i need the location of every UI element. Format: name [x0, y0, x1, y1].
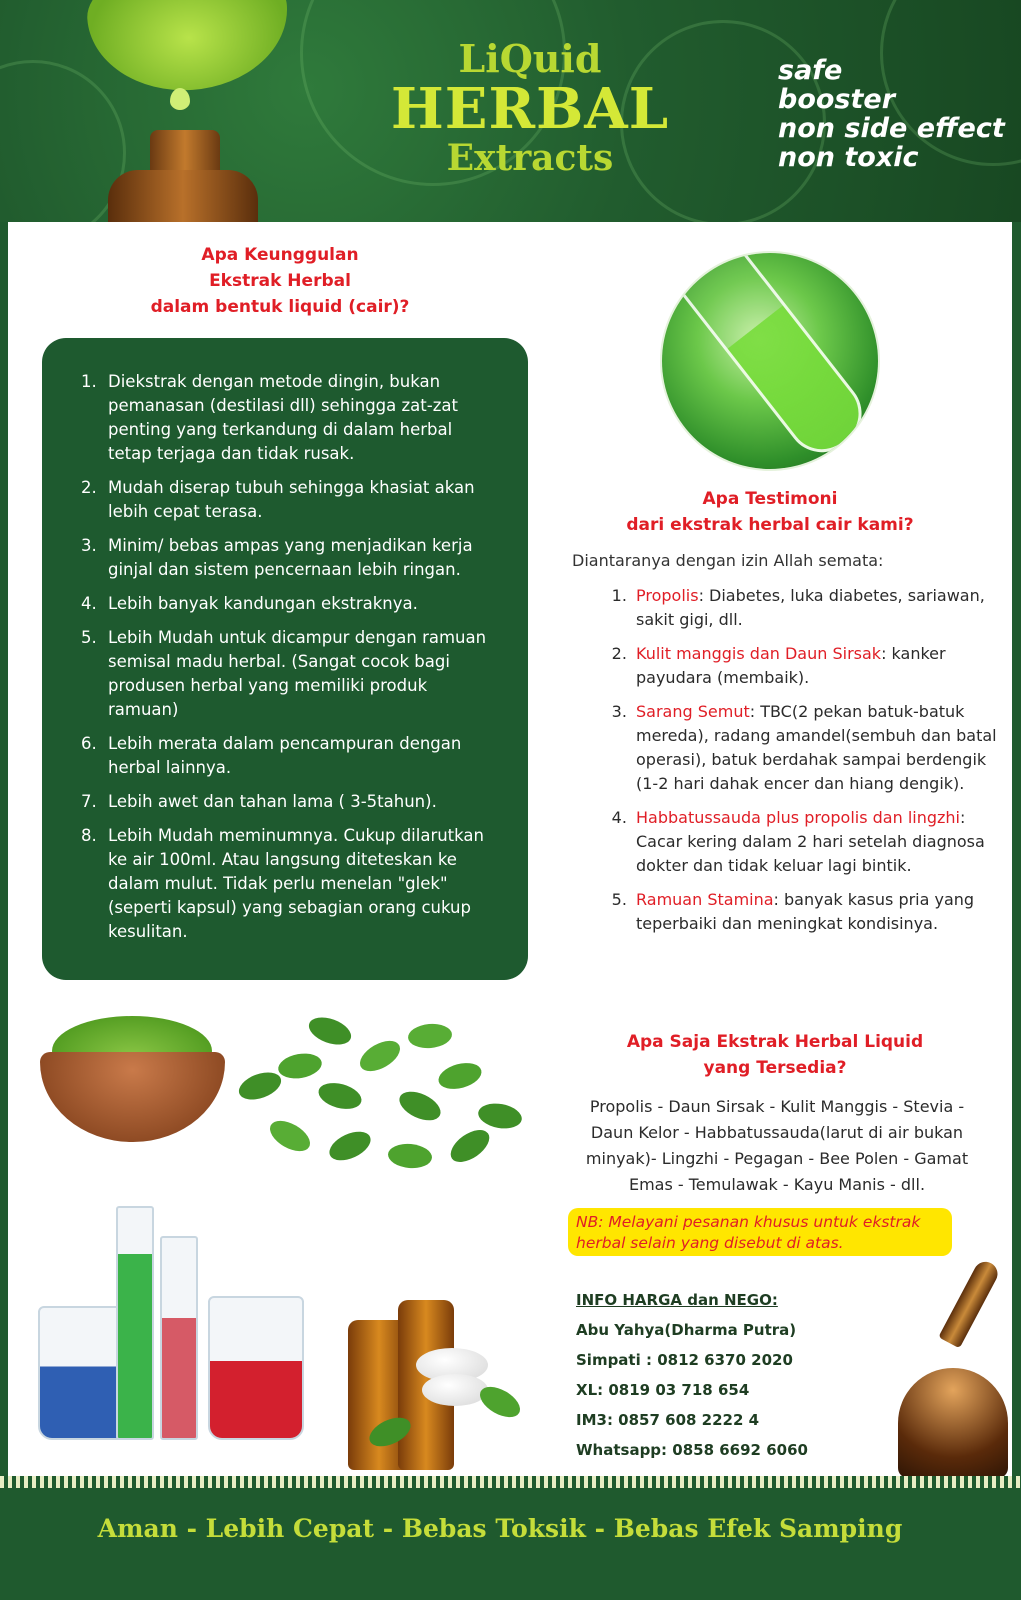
herb-name: Kulit manggis dan Daun Sirsak: [636, 644, 882, 663]
droplet-image: [170, 88, 190, 110]
testimonials-intro: Diantaranya dengan izin Allah semata:: [572, 551, 884, 570]
available-list: Propolis - Daun Sirsak - Kulit Manggis - Stevia - Daun Kelor - Habbatussauda(larut di air bukan minyak)- Lingzhi - Pegagan - Bee Polen - Gamat Emas - Temulawak - Kayu Manis - dll.: [585, 1097, 969, 1194]
taglines: [778, 56, 1005, 172]
list-item: 6. Lebih merata dalam pencampuran dengan herbal lainnya.: [102, 732, 496, 780]
lab-glassware-image: [28, 1212, 318, 1458]
dropper-bottle-image: [868, 1258, 1018, 1478]
available-heading: Apa Saja Ekstrak Herbal Liquid yang Tersedia?: [626, 1032, 924, 1078]
herb-result: : Diabetes, luka diabetes, sariawan, sakit gigi, dll.: [636, 586, 985, 629]
title-line-2: HERBAL: [390, 76, 670, 142]
tagline: non toxic: [778, 142, 919, 173]
herb-name: Habbatussauda plus propolis dan lingzhi: [636, 808, 960, 827]
contact-line: Abu Yahya(Dharma Putra): [576, 1321, 797, 1339]
list-item: [632, 700, 1012, 796]
page-title: [390, 38, 670, 178]
list-item: 3. Minim/ bebas ampas yang menjadikan kerja ginjal dan sistem pencernaan lebih ringan.: [102, 534, 496, 582]
contact-title: INFO HARGA dan NEGO:: [576, 1291, 778, 1309]
footer-bar: [0, 1490, 1021, 1600]
herb-result: : kanker payudara (membaik).: [636, 644, 946, 687]
herb-name: Propolis: [636, 586, 699, 605]
bottle-image: [150, 130, 220, 170]
herb-result: : banyak kasus pria yang teperbaiki dan meningkat kondisinya.: [636, 890, 975, 933]
list-item: [632, 642, 1012, 690]
list-item: 8. Lebih Mudah meminumnya. Cukup dilarutkan ke air 100ml. Atau langsung diteteskan ke dalam mulut. Tidak perlu menelan "glek" (seperti kapsul) yang sebagian orang cukup kesulitan.: [102, 824, 496, 944]
contact-line: Whatsapp: 0858 6692 6060: [576, 1441, 808, 1459]
list-item: 5. Lebih Mudah untuk dicampur dengan ramuan semisal madu herbal. (Sangat cocok bagi produsen herbal yang memiliki produk ramuan): [102, 626, 496, 722]
contact-line: XL: 0819 03 718 654: [576, 1381, 750, 1399]
list-item: [632, 888, 1012, 936]
amber-bottles-image: [338, 1270, 538, 1470]
footer-slogan: Aman - Lebih Cepat - Bebas Toksik - Bebas Efek Samping: [97, 1514, 903, 1543]
herb-result: : Cacar kering dalam 2 hari setelah diagnosa dokter dan tidak keluar lagi bintik.: [636, 808, 985, 875]
list-item: 7. Lebih awet dan tahan lama ( 3-5tahun).: [102, 790, 496, 814]
tagline: safe: [778, 55, 843, 86]
leaf-image: [84, 0, 293, 97]
herb-result: : TBC(2 pekan batuk-batuk mereda), radang amandel(sembuh dan batal operasi), batuk berdahak sampai berdengik (1-2 hari dahak encer dan hiang dengik).: [636, 702, 997, 793]
testimonials-heading: Apa Testimoni dari ekstrak herbal cair kami?: [626, 489, 914, 535]
list-item: 2. Mudah diserap tubuh sehingga khasiat akan lebih cepat terasa.: [102, 476, 496, 524]
tagline: booster: [778, 84, 896, 115]
contact-info: [576, 1285, 808, 1465]
herb-name: Ramuan Stamina: [636, 890, 774, 909]
test-tube-image: [662, 253, 878, 469]
list-item: 1. Diekstrak dengan metode dingin, bukan pemanasan (destilasi dll) sehingga zat-zat penting yang terkandung di dalam herbal tetap terjaga dan tidak rusak.: [102, 370, 496, 466]
header-banner: [0, 0, 1021, 222]
contact-line: IM3: 0857 608 2222 4: [576, 1411, 760, 1429]
list-item: 4. Lebih banyak kandungan ekstraknya.: [102, 592, 496, 616]
advantages-list: [72, 370, 496, 944]
title-line-3: Extracts: [446, 137, 614, 179]
title-line-1: LiQuid: [458, 36, 602, 81]
testimonials-list: [600, 584, 1012, 946]
advantages-heading: Apa Keunggulan Ekstrak Herbal dalam bentuk liquid (cair)?: [150, 245, 410, 317]
tagline: non side effect: [778, 113, 1005, 144]
special-order-note: NB: Melayani pesanan khusus untuk ekstrak herbal selain yang disebut di atas.: [568, 1208, 952, 1256]
list-item: [632, 584, 1012, 632]
list-item: [632, 806, 1012, 878]
herb-name: Sarang Semut: [636, 702, 750, 721]
advantages-box: [42, 338, 528, 980]
moringa-leaves-image: [208, 1014, 538, 1186]
decorative-band: [0, 1476, 1021, 1488]
contact-line: Simpati : 0812 6370 2020: [576, 1351, 793, 1369]
